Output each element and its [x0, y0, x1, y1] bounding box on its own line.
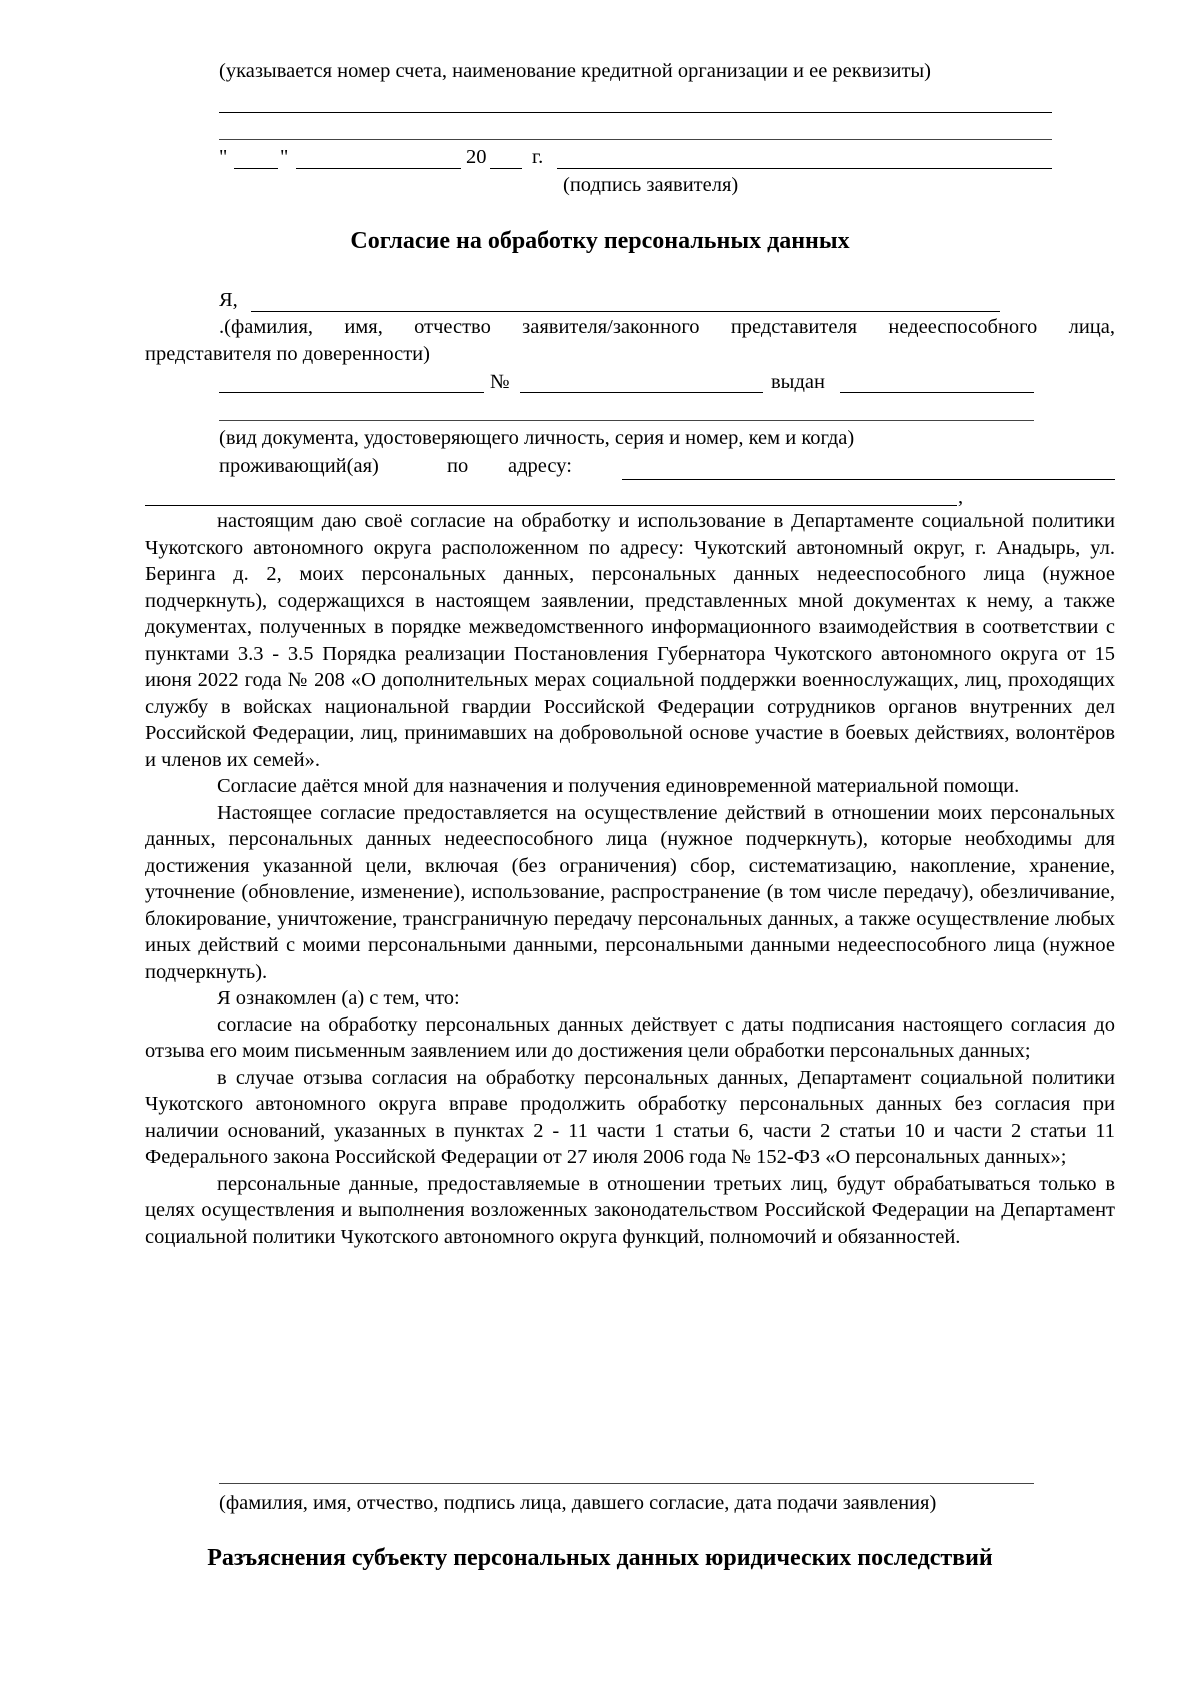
- fio-line[interactable]: [251, 311, 1000, 312]
- signature-line[interactable]: [557, 168, 1052, 169]
- number-sign: №: [490, 371, 510, 393]
- date-year-suffix: г.: [532, 146, 544, 168]
- consent-paragraph-7: персональные данные, предоставляемые в отношении третьих лиц, будут обрабатываться только в целях осуществления и выполнения возложенных законодательством Российской Федерации на Департамент социальной политики Чукотского автономного округа функций, полномочий и обязанностей.: [145, 1172, 1115, 1248]
- doc-hint: (вид документа, удостоверяющего личность, серия и номер, кем и когда): [219, 427, 855, 449]
- account-line-1: [219, 112, 1052, 113]
- residing-label: проживающий(ая): [219, 455, 379, 477]
- at-label: по: [447, 455, 469, 477]
- date-day-line[interactable]: [234, 168, 278, 169]
- doc-issuer-line[interactable]: [219, 420, 1034, 421]
- consent-paragraph-4: Я ознакомлен (а) с тем, что:: [217, 987, 460, 1009]
- address-label: адресу:: [508, 455, 572, 477]
- fio-hint-1: .(фамилия, имя, отчество заявителя/законного представителя недееспособного лица,: [219, 316, 1115, 338]
- consent-paragraph-5: согласие на обработку персональных данных действует с даты подписания настоящего согласия до отзыва его моим письменным заявлением или до достижения цели обработки персональных данных;: [145, 1013, 1115, 1062]
- date-quote-close: ": [280, 146, 289, 168]
- ya-label: Я,: [219, 289, 238, 311]
- date-year-prefix: 20: [466, 146, 487, 168]
- date-year-line[interactable]: [490, 168, 522, 169]
- address-line-1[interactable]: [622, 479, 1115, 480]
- consent-paragraph-2: Согласие даётся мной для назначения и получения единовременной материальной помощи.: [217, 775, 1020, 797]
- issued-label: выдан: [771, 371, 825, 393]
- account-line-2: [219, 139, 1052, 140]
- doc-type-line[interactable]: [219, 392, 484, 393]
- address-comma: ,: [958, 486, 964, 508]
- explanation-title: Разъяснения субъекту персональных данных юридических последствий: [207, 1545, 993, 1571]
- consent-title: Согласие на обработку персональных данных: [350, 228, 850, 254]
- doc-number-line[interactable]: [520, 392, 763, 393]
- issued-line[interactable]: [840, 392, 1034, 393]
- account-hint: (указывается номер счета, наименование кредитной организации и ее реквизиты): [219, 60, 932, 82]
- fio-hint-2: представителя по доверенности): [145, 343, 430, 365]
- date-quote-open: ": [219, 146, 228, 168]
- consent-paragraph-3: Настоящее согласие предоставляется на осуществление действий в отношении моих персональных данных, персональных данных недееспособного лица (нужное подчеркнуть), которые необходимы для достижения указанной цели, включая (без ограничения) сбор, систематизацию, накопление, хранение, уточнение (обновление, изменение), использование, распространение (в том числе передачу), обезличивание, блокирование, уничтожение, трансграничную передачу персональных данных, а также осуществление любых иных действий с моими персональными данными, персональными данными недееспособного лица (нужное подчеркнуть).: [145, 801, 1115, 983]
- address-line-2[interactable]: [145, 505, 957, 506]
- signature-hint: (подпись заявителя): [563, 174, 739, 196]
- consent-body: [145, 508, 1115, 1250]
- signer-line[interactable]: [219, 1483, 1034, 1484]
- signer-hint: (фамилия, имя, отчество, подпись лица, давшего согласие, дата подачи заявления): [219, 1492, 937, 1514]
- consent-paragraph-1: настоящим даю своё согласие на обработку и использование в Департаменте социальной политики Чукотского автономного округа расположенном по адресу: Чукотский автономный округ, г. Анадырь, ул. Беринга д. 2, моих персональных данных, персональных данных недееспособного лица (нужное подчеркнуть), содержащихся в настоящем заявлении, представленных мной документах к нему, а также документах, полученных в порядке межведомственного информационного взаимодействия в соответствии с пунктами 3.3 - 3.5 Порядка реализации Постановления Губернатора Чукотского автономного округа от 15 июня 2022 года № 208 «О дополнительных мерах социальной поддержки военнослужащих, лиц, проходящих службу в войсках национальной гвардии Российской Федерации сотрудников органов внутренних дел Российской Федерации, лиц, принимавших на добровольной основе участие в боевых действиях, волонтёров и членов их семей».: [145, 510, 1115, 771]
- consent-paragraph-6: в случае отзыва согласия на обработку персональных данных, Департамент социальной политики Чукотского автономного округа вправе продолжить обработку персональных данных без согласия при наличии оснований, указанных в пунктах 2 - 11 части 1 статьи 6, части 2 статьи 10 и части 2 статьи 11 Федерального закона Российской Федерации от 27 июля 2006 года № 152-ФЗ «О персональных данных»;: [145, 1066, 1115, 1168]
- date-month-line[interactable]: [296, 168, 461, 169]
